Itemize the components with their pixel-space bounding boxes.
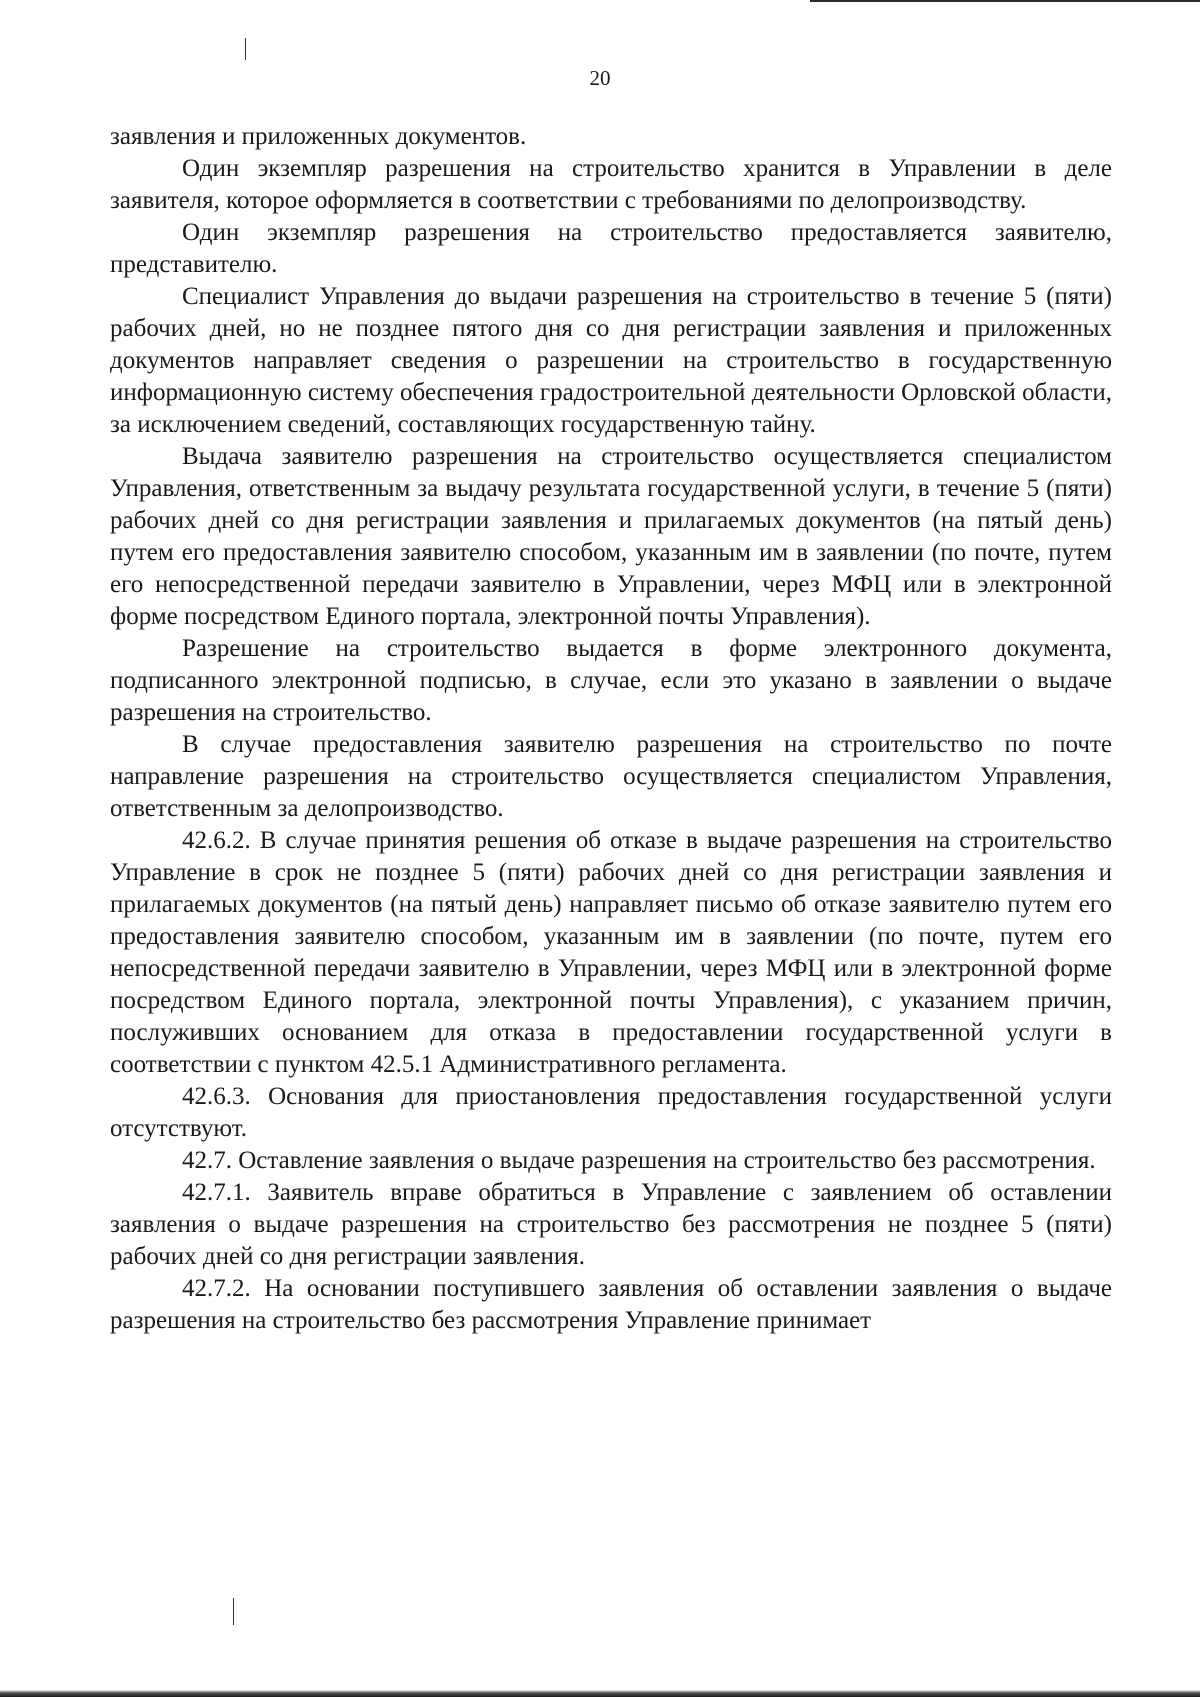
scan-mark-top (245, 38, 246, 60)
document-body (110, 121, 1112, 1337)
paragraph-copy-applicant: Один экземпляр разрешения на строительство предоставляется заявителю, представителю. (110, 219, 1112, 278)
paragraph-42-6-3: 42.6.3. Основания для приостановления предоставления государственной услуги отсутствуют. (110, 1083, 1112, 1142)
paragraph-continuation: заявления и приложенных документов. (110, 123, 527, 150)
page-number: 20 (589, 66, 611, 90)
scan-edge-top (810, 0, 1200, 2)
paragraph-copy-storage: Один экземпляр разрешения на строительство хранится в Управлении в деле заявителя, которое оформляется в соответствии с требованиями по делопроизводству. (110, 155, 1112, 214)
paragraph-electronic-form: Разрешение на строительство выдается в форме электронного документа, подписанного электронной подписью, в случае, если это указано в заявлении о выдаче разрешения на строительство. (110, 635, 1112, 726)
paragraph-42-7-2: 42.7.2. На основании поступившего заявления об оставлении заявления о выдаче разрешения на строительство без рассмотрения Управление принимает (110, 1275, 1112, 1334)
scan-mark-bottom (233, 1598, 234, 1625)
paragraph-42-7-1: 42.7.1. Заявитель вправе обратиться в Управление с заявлением об оставлении заявления о выдаче разрешения на строительство без рассмотрения не позднее 5 (пяти) рабочих дней со дня регистрации заявления. (110, 1179, 1112, 1270)
scan-edge-bottom (0, 1690, 1200, 1697)
paragraph-postal-delivery: В случае предоставления заявителю разрешения на строительство по почте направление разрешения на строительство осуществляется специалистом Управления, ответственным за делопроизводство. (110, 731, 1112, 822)
paragraph-issuance: Выдача заявителю разрешения на строительство осуществляется специалистом Управления, ответственным за выдачу результата государственной услуги, в течение 5 (пяти) рабочих дней со дня регистрации заявления и прилагаемых документов (на пятый день) путем его предоставления заявителю способом, указанным им в заявлении (по почте, путем его непосредственной передачи заявителю в Управлении, через МФЦ или в электронной форме посредством Единого портала, электронной почты Управления). (110, 443, 1112, 630)
paragraph-42-6-2: 42.6.2. В случае принятия решения об отказе в выдаче разрешения на строительство Управление в срок не позднее 5 (пяти) рабочих дней со дня регистрации заявления и прилагаемых документов (на пятый день) направляет письмо об отказе заявителю путем его предоставления заявителю способом, указанным им в заявлении (по почте, путем его непосредственной передачи заявителю в Управлении, через МФЦ или в электронной форме посредством Единого портала, электронной почты Управления), с указанием причин, послуживших основанием для отказа в предоставлении государственной услуги в соответствии с пунктом 42.5.1 Административного регламента. (110, 827, 1112, 1078)
paragraph-42-7: 42.7. Оставление заявления о выдаче разрешения на строительство без рассмотрения. (182, 1147, 1096, 1174)
paragraph-specialist-info: Специалист Управления до выдачи разрешения на строительство в течение 5 (пяти) рабочих дней, но не позднее пятого дня со дня регистрации заявления и приложенных документов направляет сведения о разрешении на строительство в государственную информационную систему обеспечения градостроительной деятельности Орловской области, за исключением сведений, составляющих государственную тайну. (110, 283, 1112, 438)
